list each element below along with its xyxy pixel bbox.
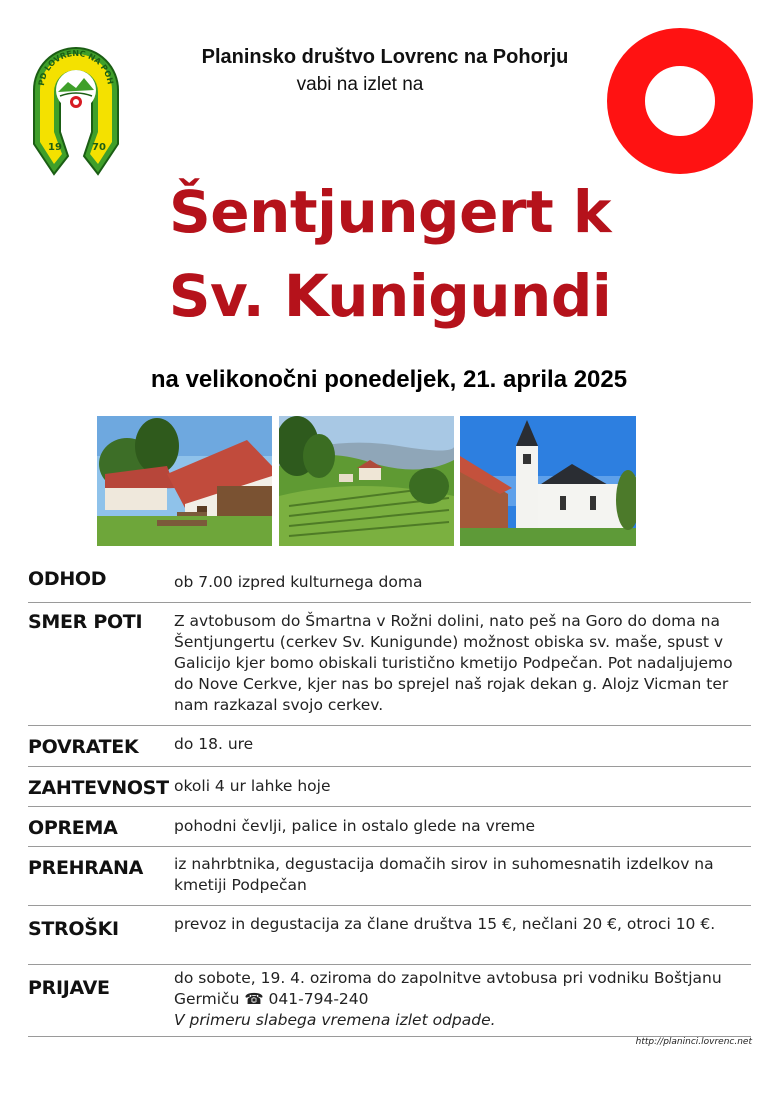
detail-row-zahtevnost [28,767,751,807]
detail-value-text: do sobote, 19. 4. oziroma do zapolnitve avtobusa pri vodniku Boštjanu Germiču ☎ 041-794-240 [174,969,722,1008]
detail-row-povratek [28,726,751,767]
detail-row-odhod [28,564,751,603]
detail-value: ob 7.00 izpred kulturnega doma [174,573,423,591]
detail-label: STROŠKI [28,918,119,940]
event-date: na velikonočni ponedeljek, 21. aprila 2025 [150,366,628,393]
detail-label: POVRATEK [28,736,139,758]
photo-vineyard [279,416,454,546]
invite-text: vabi na izlet na [296,74,424,95]
photo-farmhouse [97,416,272,546]
event-title [60,170,720,338]
footer-url[interactable]: http://planinci.lovrenc.net [635,1037,752,1047]
logo-year-right: 70 [92,142,106,153]
detail-label: SMER POTI [28,611,143,633]
detail-value: pohodni čevlji, palice in ostalo glede na vreme [174,817,535,835]
detail-row-stroski [28,906,751,965]
detail-label: PRIJAVE [28,977,110,999]
detail-value: prevoz in degustacija za člane društva 15 €, nečlani 20 €, otroci 10 €. [174,915,716,933]
detail-label: ODHOD [28,568,107,590]
detail-label: OPREMA [28,817,118,839]
detail-value [174,968,745,1031]
detail-label: PREHRANA [28,857,143,879]
weather-note: V primeru slabega vremena izlet odpade. [174,1011,496,1029]
organization-name: Planinsko društvo Lovrenc na Pohorju [201,46,569,68]
detail-label: ZAHTEVNOST [28,777,169,799]
logo-text-top: PD LOVRENC NA POH [37,48,115,87]
red-ring-graphic [607,28,753,174]
detail-row-smer-poti [28,603,751,726]
photo-church [460,416,636,546]
detail-value: iz nahrbtnika, degustacija domačih sirov in suhomesnatih izdelkov na kmetiji Podpečan [174,855,714,894]
detail-row-prijave [28,965,751,1037]
club-logo [28,24,124,180]
logo-year-left: 19 [48,142,62,153]
title-line-1: Šentjungert k [168,178,612,246]
detail-value: do 18. ure [174,735,254,753]
detail-value: Z avtobusom do Šmartna v Rožni dolini, nato peš na Goro do doma na Šentjungertu (cerkev Sv. Kunigunde) možnost obiska sv. maše, spust v Galicijo kjer bomo obiskali turistično kmetijo Podpečan. Pot nadaljujemo do Nove Cerkve, kjer nas bo sprejel naš rojak dekan g. Alojz Vicman ter nam razkazal svojo cerkev. [174,612,733,714]
detail-row-oprema [28,807,751,847]
title-line-2: Sv. Kunigundi [168,262,612,330]
detail-value: okoli 4 ur lahke hoje [174,777,331,795]
detail-row-prehrana [28,847,751,906]
